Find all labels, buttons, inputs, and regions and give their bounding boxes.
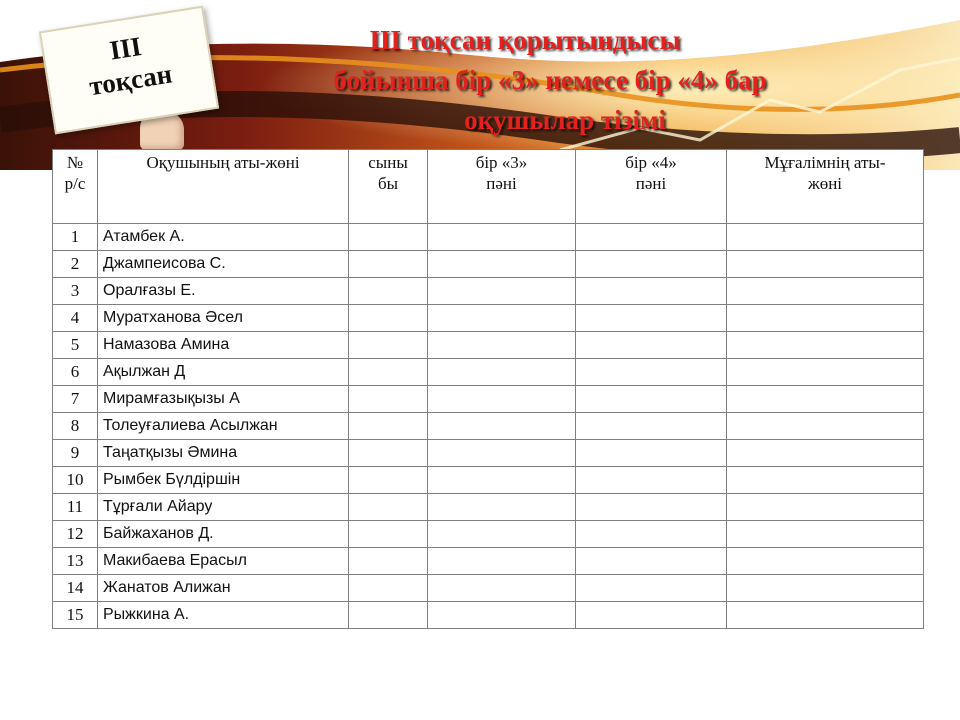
teacher-name-cell (727, 467, 924, 494)
teacher-name-cell (727, 386, 924, 413)
one-four-subject-cell (576, 548, 727, 575)
one-four-subject-cell (576, 386, 727, 413)
teacher-name-cell (727, 494, 924, 521)
row-number: 12 (53, 521, 98, 548)
one-three-subject-cell (428, 440, 576, 467)
one-four-subject-cell (576, 575, 727, 602)
student-name: Таңатқызы Әмина (98, 440, 349, 467)
class-cell (349, 575, 428, 602)
quarter-card-label: тоқсан (87, 58, 175, 102)
student-name: Тұрғали Айару (98, 494, 349, 521)
student-name: Атамбек А. (98, 224, 349, 251)
table-row (53, 440, 924, 467)
teacher-name-cell (727, 251, 924, 278)
one-four-subject-cell (576, 224, 727, 251)
student-name: Жанатов Алижан (98, 575, 349, 602)
student-name: Мирамғазықызы А (98, 386, 349, 413)
student-name: Байжаханов Д. (98, 521, 349, 548)
table-row (53, 548, 924, 575)
teacher-name-cell (727, 278, 924, 305)
student-name: Оралғазы Е. (98, 278, 349, 305)
class-cell (349, 386, 428, 413)
table-row (53, 305, 924, 332)
row-number: 14 (53, 575, 98, 602)
one-four-subject-cell (576, 359, 727, 386)
row-number: 4 (53, 305, 98, 332)
table-row (53, 359, 924, 386)
student-name: Муратханова Әсел (98, 305, 349, 332)
row-number: 11 (53, 494, 98, 521)
one-four-subject-cell (576, 494, 727, 521)
one-three-subject-cell (428, 224, 576, 251)
row-number: 2 (53, 251, 98, 278)
one-three-subject-cell (428, 413, 576, 440)
one-three-subject-cell (428, 251, 576, 278)
table-row (53, 521, 924, 548)
table-row (53, 467, 924, 494)
teacher-name-cell (727, 575, 924, 602)
teacher-name-cell (727, 521, 924, 548)
student-name: Рымбек Бүлдіршін (98, 467, 349, 494)
teacher-name-cell (727, 224, 924, 251)
one-three-subject-cell (428, 521, 576, 548)
student-name: Макибаева Ерасыл (98, 548, 349, 575)
table-row (53, 251, 924, 278)
table-row (53, 332, 924, 359)
class-cell (349, 602, 428, 629)
row-number: 6 (53, 359, 98, 386)
class-cell (349, 278, 428, 305)
table-row (53, 413, 924, 440)
row-number: 15 (53, 602, 98, 629)
class-cell (349, 413, 428, 440)
teacher-name-cell (727, 332, 924, 359)
header-teacher-name: Мұғалімнің аты- жөні (727, 150, 924, 224)
one-four-subject-cell (576, 305, 727, 332)
class-cell (349, 521, 428, 548)
student-table (52, 149, 924, 629)
title-line-3: оқушылар тізімі (464, 105, 666, 135)
one-three-subject-cell (428, 386, 576, 413)
one-three-subject-cell (428, 467, 576, 494)
one-three-subject-cell (428, 305, 576, 332)
one-four-subject-cell (576, 413, 727, 440)
one-four-subject-cell (576, 467, 727, 494)
row-number: 10 (53, 467, 98, 494)
one-three-subject-cell (428, 548, 576, 575)
student-name: Джампеисова С. (98, 251, 349, 278)
row-number: 13 (53, 548, 98, 575)
table-body (53, 224, 924, 629)
student-name: Рыжкина А. (98, 602, 349, 629)
class-cell (349, 359, 428, 386)
class-cell (349, 224, 428, 251)
student-name: Ақылжан Д (98, 359, 349, 386)
one-three-subject-cell (428, 575, 576, 602)
row-number: 8 (53, 413, 98, 440)
one-four-subject-cell (576, 332, 727, 359)
class-cell (349, 332, 428, 359)
table-row (53, 494, 924, 521)
table-row (53, 602, 924, 629)
header-one-four-subject: бір «4» пәні (576, 150, 727, 224)
page-title (270, 20, 830, 140)
teacher-name-cell (727, 305, 924, 332)
table-row (53, 278, 924, 305)
row-number: 1 (53, 224, 98, 251)
one-three-subject-cell (428, 359, 576, 386)
teacher-name-cell (727, 602, 924, 629)
one-three-subject-cell (428, 278, 576, 305)
table-row (53, 575, 924, 602)
one-four-subject-cell (576, 251, 727, 278)
header-number: № р/с (53, 150, 98, 224)
class-cell (349, 467, 428, 494)
one-three-subject-cell (428, 602, 576, 629)
one-four-subject-cell (576, 521, 727, 548)
one-four-subject-cell (576, 278, 727, 305)
class-cell (349, 251, 428, 278)
one-three-subject-cell (428, 332, 576, 359)
table-row (53, 224, 924, 251)
class-cell (349, 440, 428, 467)
row-number: 7 (53, 386, 98, 413)
teacher-name-cell (727, 440, 924, 467)
title-line-1: III тоқсан қорытындысы (369, 25, 681, 55)
header-student-name: Оқушының аты-жөні (98, 150, 349, 224)
table-row (53, 386, 924, 413)
class-cell (349, 305, 428, 332)
teacher-name-cell (727, 359, 924, 386)
table-header-row (53, 150, 924, 224)
teacher-name-cell (727, 413, 924, 440)
teacher-name-cell (727, 548, 924, 575)
header-one-three-subject: бір «3» пәні (428, 150, 576, 224)
title-line-2: бойынша бір «3» немесе бір «4» бар (333, 65, 767, 95)
header-class: сыны бы (349, 150, 428, 224)
class-cell (349, 548, 428, 575)
student-name: Намазова Амина (98, 332, 349, 359)
student-name: Толеуғалиева Асылжан (98, 413, 349, 440)
row-number: 9 (53, 440, 98, 467)
one-four-subject-cell (576, 602, 727, 629)
row-number: 5 (53, 332, 98, 359)
row-number: 3 (53, 278, 98, 305)
class-cell (349, 494, 428, 521)
one-four-subject-cell (576, 440, 727, 467)
one-three-subject-cell (428, 494, 576, 521)
quarter-card-number: III (107, 30, 144, 66)
